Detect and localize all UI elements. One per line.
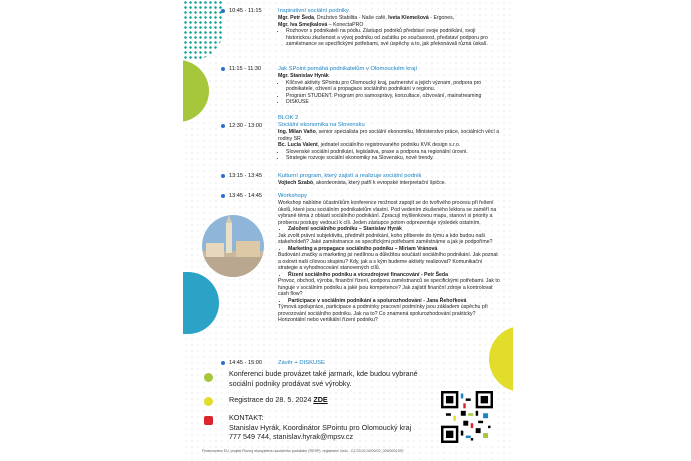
qr-code[interactable] [441,391,493,443]
workshop-text: Budování značky a marketing jsi nedílnou a důležitou součástí sociálního podnikání. Jak poznat a oslovit naši cílovou skupinu? Kdy, jak a s kým budeme aktivity realizovat? Komunikační strategie a vyhodnocování stanovených cílů. [278,252,498,272]
registration-link[interactable]: ZDE [313,395,328,404]
decor-green-shape [183,60,209,122]
speakers-line: Mgr. Petr Šeda, Družstvo Stabilita - Naše café, Iveta Klemešová - Ergones, [278,15,455,22]
red-dot-icon [204,416,213,425]
bullet-text: • DISKUSE [286,99,500,106]
fair-note: Konferenci bude provázet také jarmark, kde budou vybrané sociální podniky prodávat své výrobky. [229,369,418,388]
speakers-line: Mgr. Iva Smejkalová – KonectaPRO [278,21,364,28]
workshop-name: • Založení sociálního podniku – Stanislav Hyrák [288,226,500,233]
registration-line: Registrace do 28. 5. 2024 ZDE [229,395,328,404]
decor-yellow-shape [489,326,513,392]
speakers-line: Vojtech Szabó, akordeonista, který patří k evropské interpretační špičce. [278,180,446,187]
bullet-text: • Slovenské sociální podnikání, legislativa, praxe a podpora na regionální úrovni. [286,149,500,156]
item-title: Sociální ekonomika na Slovensku [278,122,365,129]
workshop-text: Jak zvolit právní subjektivitu, předmět podnikání, koho přiberete do týmu a kdo budou naši stakeholdeři? Jaké zaměstnance se specifickými potřebami zaměstnáme a jak je podpoříme? [278,232,493,246]
item-title: Inspirativní sociální podniky [278,8,349,14]
item-time: 13:15 - 13:45 [229,173,262,179]
contact-name: Stanislav Hyrák, Koordinátor SPointu pro Olomoucký kraj [229,422,412,432]
workshop-text: Provoz, obchod, výroba, finanční řízení, podpora zaměstnanců se specifickými potřebami. Jak to funguje v sociálním podniku a jaké jsou kompetence? Jak zajistit finanční zdroje a kontrolovat cash flow? [278,278,500,298]
workshop-name: • Řízení sociálního podniku a vícezdrojové financování - Petr Šeda [288,272,500,279]
city-photo [202,215,264,277]
item-title: Workshopy [278,193,307,199]
item-time: 12:30 - 13:00 [229,123,262,129]
bullet-text: • Program STUDENT, Program pro samosprávy, konzultace, oživování, mainstreaming [286,93,500,100]
workshop-name: • Participace v sociálním podnikání a spolurozhodování - Jana Řehořková [288,298,500,305]
block-title: BLOK 2 [278,115,299,121]
item-time: 11:15 - 11:30 [229,66,262,72]
workshop-text: Týmová spolupráce, participace a podmínky pracovní podmínky jsou základem úspěchu při provozování sociálního podniku. Jak na to? Co znamená spolurozhodování prakticky? Horizontální nebo vertikální řízení podniku? [278,304,488,324]
speakers-line: Ing. Milan Vaňo, senior specialista pro sociální ekonomiku, Ministerstvo práce, sociálních věcí a rodiny SR. [278,129,500,142]
green-dot-icon [204,373,213,382]
decor-dots [183,0,223,60]
bullet-text: • Rozhovor s podnikateli na pódiu. Zástupci podniků představí svoje podnikání, svoji historickou zkušenost a vývoj podniku od začátku po současnost, představí podporu pro zaměstnance se specifickými potřebami, své úspěchy a to, jak překonávali různá úskalí. [286,28,500,48]
speakers-line: Bc. Lucia Valent, jednatel sociálního registrovaného podniku KVK design s.r.o. [278,142,461,149]
item-title: Závěr + DISKUSE [278,360,325,366]
program-page [183,0,513,461]
funding-footer: Financováno EU, projekt Rozvoj ekosystému sociálního podnikání (RESP), registrační číslo - CZ.03.02.02/00/22_004/0001397. [202,449,405,453]
item-title: Jak SPoint pomáhá podnikatelům v Olomouckém kraji [278,66,417,72]
item-time: 10:45 - 11:15 [229,8,262,14]
speaker-name: Mgr. Stanislav Hyrák [278,73,329,80]
item-time: 13:45 - 14:45 [229,193,262,199]
contact-block [229,413,439,442]
contact-phone-email: 777 549 744, stanislav.hyrak@mpsv.cz [229,432,354,441]
contact-label: KONTAKT: [229,413,264,422]
item-title: Kulturní program, který zajistí a realizuje sociální podnik [278,173,422,179]
yellow-dot-icon [204,397,213,406]
item-time: 14:45 - 15:00 [229,360,262,366]
bullet-text: • Klíčové aktivity SPointu pro Olomoucký kraj, partnerství a jejich význam, podpora pro podnikatele, oživení a propagace sociálního podnikání v regionu. [286,80,500,93]
workshop-intro: Workshop nabídne účastníkům konference možnost zapojit se do tvořivého procesu při řešení úkolů, které jsou sociálním podnikatelům vlastní. Pod vedením zkušeného lektora se zaměří na vybrané téma z oblasti sociálního podnikání. Zpracují myšlenkovou mapu, stanoví si priority a proberou postupy vedoucí k cíli. Jeden zástupce potom odprezentuje výsledek ostatním. [278,200,497,226]
bullet-text: • Strategie rozvoje sociální ekonomiky na Slovensku, nové trendy. [286,155,500,162]
decor-teal-shape [183,272,219,334]
workshop-name: • Marketing a propagace sociálního podniku – Miriam Vránová [288,246,500,253]
